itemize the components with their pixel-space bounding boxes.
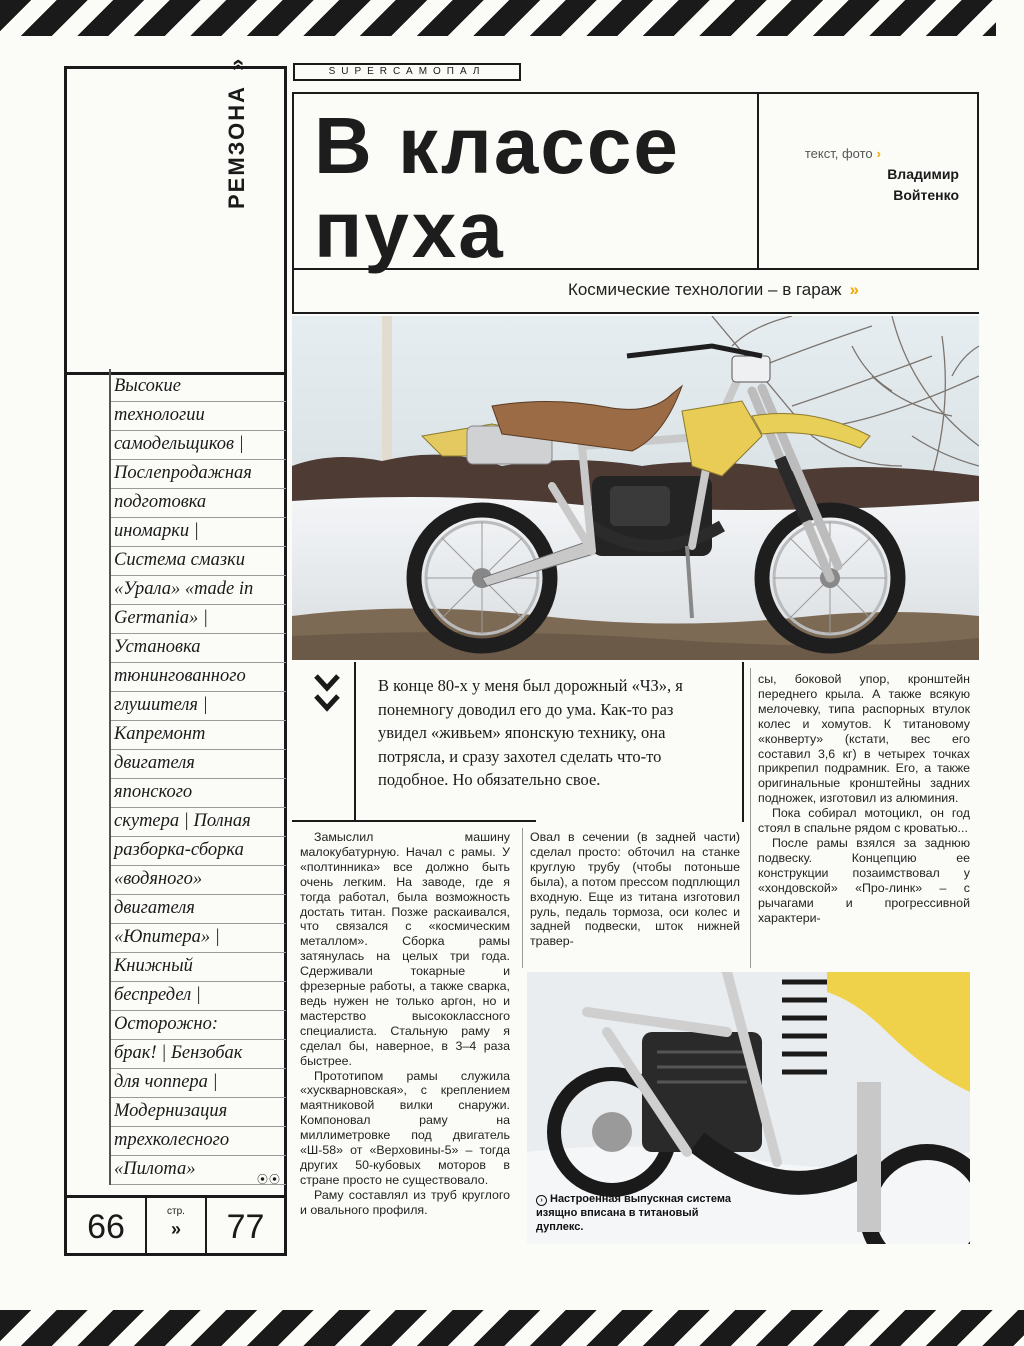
toc-line[interactable]: самодельщиков | <box>111 431 286 460</box>
column-divider <box>750 668 751 968</box>
page-label <box>147 1198 207 1256</box>
table-of-contents <box>109 369 286 1185</box>
toc-line[interactable]: глушителя | <box>111 692 286 721</box>
article-paragraph: После рамы взялся за заднюю подвеску. Концепцию ее конструкции позаимствовал у «хондовской» «Про-линк» – с рычагами и прогрессивной характери- <box>758 835 970 925</box>
lead-paragraph: В конце 80-х у меня был дорожный «ЧЗ», я понемногу доводил его до ума. Как-то раз увидел «живьем» японскую технику, она потрясла, и сразу захотел сделать что-то подобное. Но обязательно свое. <box>378 676 683 789</box>
photo-caption: › Настроенная выпускная система изящно вписана в титановый дуплекс. <box>536 1193 731 1233</box>
credit-label: текст, фото › <box>804 146 881 161</box>
chevron-right-icon: › <box>536 1195 547 1206</box>
chevron-right-icon: › <box>876 146 881 161</box>
motorcycle-photo <box>292 316 979 660</box>
author-name: Владимир Войтенко <box>887 166 959 203</box>
toc-line[interactable]: Germania» | <box>111 605 286 634</box>
toc-line[interactable]: тюнингованного <box>111 663 286 692</box>
article-paragraph: Замыслил машину малокубатурную. Начал с рамы. У «полтинника» все должно быть очень легким. На заводе, где я тогда работал, была возможность достать титан. Позже раскаивался, что связался с «космическим металлом». Сборка рамы затянулась на целых три года. Сдерживали токарные и фрезерные работы, а также сварка, ведь нужен не только аргон, но и мастерство высококлассного специалиста. Стальную раму я сделал бы, наверное, в 3–4 раза быстрее. <box>300 830 510 1068</box>
toc-line[interactable]: двигателя <box>111 750 286 779</box>
toc-line[interactable]: подготовка <box>111 489 286 518</box>
toc-line[interactable]: Капремонт <box>111 721 286 750</box>
bottom-hazard-stripe <box>0 1310 1024 1346</box>
article-paragraph: сы, боковой упор, кронштейн переднего крыла. А также всякую мелочевку, типа распорных втулок колес и хомутов. К титановому «конверту» (кстати, вес его составил 3,6 кг) в четырех точках прикрепил подрамник. Его, а также оригинальные кронштейны задних подножек, изготовил из алюминия. <box>758 672 970 806</box>
toc-line[interactable]: Система смазки <box>111 547 286 576</box>
toc-line[interactable]: японского <box>111 779 286 808</box>
toc-line[interactable]: Установка <box>111 634 286 663</box>
toc-line[interactable]: брак! | Бензобак <box>111 1040 286 1069</box>
toc-line[interactable]: «водяного» <box>111 866 286 895</box>
toc-line[interactable]: «Юпитера» | <box>111 924 286 953</box>
toc-line[interactable]: Модернизация <box>111 1098 286 1127</box>
toc-line[interactable]: Послепродажная <box>111 460 286 489</box>
article-paragraph: Овал в сечении (в задней части) сделал просто: обточил на станке круглую трубу (чтобы потоньше была), а потом прессом подплющил входную. Еще из титана изготовил руль, педаль тормоза, оси колес и задней подвески, шток нижней травер- <box>530 830 740 949</box>
double-chevron-down-icon <box>314 672 340 717</box>
article-paragraph: Прототипом рамы служила «хускварновская», с креплением маятниковой вилки снаружи. Компоновал раму на миллиметровке под двигатель «Ш-58» от «Верховины-5» – тогда других 50-кубовых моторов в стране просто не существовало. <box>300 1068 510 1187</box>
article-column-1 <box>300 830 510 1218</box>
double-chevron-icon: » <box>849 280 859 299</box>
toc-line[interactable]: двигателя <box>111 895 286 924</box>
subtitle-row <box>292 270 979 314</box>
page-to[interactable]: 77 <box>226 1208 265 1246</box>
top-hazard-stripe <box>0 0 1024 36</box>
left-sidebar <box>64 60 287 1256</box>
toc-line[interactable]: «Пилота» <box>111 1156 286 1185</box>
credit-box <box>757 92 979 270</box>
toc-line[interactable]: Высокие <box>111 373 286 402</box>
toc-line[interactable]: Книжный <box>111 953 286 982</box>
subtitle: Космические технологии – в гараж » <box>567 280 859 299</box>
section-title: РЕМЗОНА» <box>224 60 249 209</box>
lead-divider <box>354 662 356 820</box>
lead-box <box>292 662 744 822</box>
chevron-right-icon: » <box>170 1219 181 1239</box>
toc-line[interactable]: для чоппера | <box>111 1069 286 1098</box>
toc-line[interactable]: беспредел | <box>111 982 286 1011</box>
toc-line[interactable]: разборка-сборка <box>111 837 286 866</box>
lead-underline <box>292 820 536 822</box>
more-icon[interactable]: ⦿⦿ <box>257 1174 281 1186</box>
rubric-label: SUPERСАМОПАЛ <box>293 63 521 81</box>
toc-line[interactable]: трехколесного <box>111 1127 286 1156</box>
toc-line[interactable]: скутера | Полная <box>111 808 286 837</box>
toc-line[interactable]: иномарки | <box>111 518 286 547</box>
toc-line[interactable]: Осторожно: <box>111 1011 286 1040</box>
page-from[interactable]: 66 <box>67 1198 147 1256</box>
toc-line[interactable]: «Урала» «made in <box>111 576 286 605</box>
page-label-text: стр. <box>167 1206 185 1217</box>
section-arrow-icon: » <box>224 60 249 71</box>
article-paragraph: Пока собирал мотоцикл, он год стоял в спальне рядом с кроватью... <box>758 806 970 836</box>
page-title: В классе пуха <box>314 101 680 274</box>
article-column-3 <box>758 672 970 925</box>
title-box <box>292 92 757 274</box>
section-header <box>67 60 284 375</box>
page-navigation <box>67 1195 284 1256</box>
toc-line[interactable]: технологии <box>111 402 286 431</box>
column-divider <box>522 828 523 968</box>
article-column-2 <box>530 830 740 949</box>
article-paragraph: Раму составлял из труб круглого и овального профиля. <box>300 1187 510 1217</box>
